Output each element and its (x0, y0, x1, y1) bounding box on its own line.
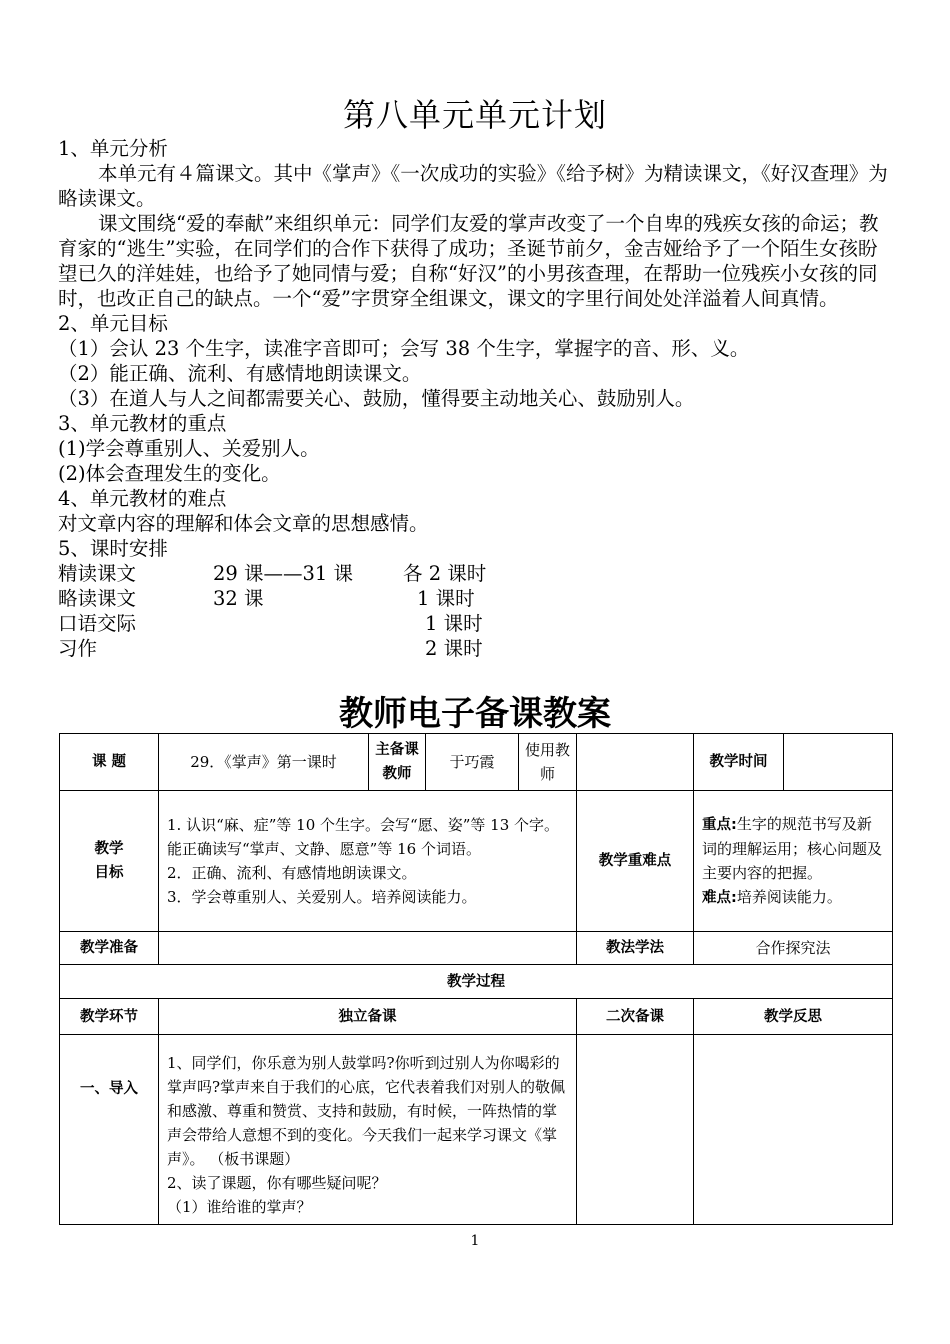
difficult-text: 培养阅读能力。 (736, 888, 842, 906)
teaching-time-label: 教学时间 (694, 734, 784, 791)
difficult-label: 难点: (702, 890, 737, 906)
lesson-plan-table (59, 733, 893, 1225)
schedule-hours: 1 课时 (417, 587, 475, 610)
keypoints-label: 教学重难点 (577, 791, 694, 932)
section-heading: 1、单元分析 (58, 137, 168, 160)
key-point (702, 812, 884, 885)
schedule-hours: 2 课时 (425, 637, 483, 660)
list-item: (2)体会查理发生的变化。 (58, 462, 281, 485)
user-teacher-label: 使用教师 (519, 734, 577, 791)
step1-second (577, 1035, 694, 1225)
paragraph: 本单元有４篇课文。其中《掌声》《一次成功的实验》《给予树》为精读课文，《好汉查理》为略读课文。 (58, 162, 888, 210)
table-row (60, 965, 893, 999)
schedule-row (58, 636, 894, 661)
schedule-type: 口语交际 (58, 612, 137, 635)
difficult-point (702, 885, 884, 910)
keypoints-cell (694, 791, 893, 932)
goal-item: 2．正确、流利、有感情地朗读课文。 (167, 864, 417, 882)
schedule-hours: 各 2 课时 (403, 562, 487, 585)
process-label: 教学过程 (60, 965, 893, 999)
preparation-value (159, 932, 577, 965)
list-item: 对文章内容的理解和体会文章的思想感情。 (58, 512, 429, 535)
schedule-lessons: 32 课 (213, 587, 264, 610)
step-header: 教学环节 (60, 999, 159, 1035)
section-heading: 2、单元目标 (58, 312, 168, 335)
step1-reflection (694, 1035, 893, 1225)
step1-line: 1、同学们，你乐意为别人鼓掌吗?你听到过别人为你喝彩的掌声吗?掌声来自于我们的心底，它代表着我们对别人的敬佩和感激、尊重和赞赏、支持和鼓励，有时候，一阵热情的掌声会带给人意想不到的变化。今天我们一起来学习课文《掌声》。 （板书课题） (167, 1054, 566, 1168)
table-row (60, 932, 893, 965)
teaching-time-value (784, 734, 893, 791)
table-row (60, 791, 893, 932)
schedule-row (58, 611, 894, 636)
key-text: 生字的规范书写及新词的理解运用；核心问题及主要内容的把握。 (702, 815, 883, 882)
list-item: （1）会认 23 个生字，读准字音即可；会写 38 个生字，掌握字的音、形、义。 (58, 337, 750, 360)
schedule-type: 略读课文 (58, 587, 137, 610)
reflection-header: 教学反思 (694, 999, 893, 1035)
goals-label: 教学目标 (60, 791, 159, 932)
topic-label: 课 题 (60, 734, 159, 791)
main-teacher-value: 于巧霞 (426, 734, 519, 791)
table-row (60, 734, 893, 791)
section-heading: 3、单元教材的重点 (58, 412, 227, 435)
schedule-row (58, 561, 894, 586)
schedule-lessons (213, 636, 403, 661)
schedule-lessons: 29 课——31 课 (213, 562, 354, 585)
lesson-plan-heading: 教师电子备课教案 (339, 694, 611, 734)
key-label: 重点: (702, 817, 737, 833)
paragraph: 课文围绕“爱的奉献”来组织单元：同学们友爱的掌声改变了一个自卑的残疾女孩的命运；教育家的“逃生”实验，在同学们的合作下获得了成功；圣诞节前夕，金吉娅给予了一个陌生女孩盼望已久的洋娃娃，也给予了她同情与爱；自称“好汉”的小男孩查理，在帮助一位残疾小女孩的同时，也改正自己的缺点。一个“爱”字贯穿全组课文，课文的字里行间处处洋溢着人间真情。 (58, 212, 879, 310)
schedule-lessons (213, 611, 403, 636)
schedule-hours: 1 课时 (425, 612, 483, 635)
second-header: 二次备课 (577, 999, 694, 1035)
schedule-row (58, 586, 894, 611)
section-heading: 5、课时安排 (58, 537, 168, 560)
unit-plan-body (58, 136, 894, 661)
topic-value: 29．《掌声》第一课时 (159, 734, 369, 791)
step1-line: （1）谁给谁的掌声？ (167, 1198, 312, 1216)
list-item: （2）能正确、流利、有感情地朗读课文。 (58, 362, 422, 385)
table-row (60, 999, 893, 1035)
main-teacher-label: 主备课教师 (369, 734, 426, 791)
schedule-type: 习作 (58, 637, 98, 660)
unit-plan-title: 第八单元单元计划 (342, 96, 607, 134)
user-teacher-value (577, 734, 694, 791)
step1-line: 2、读了课题，你有哪些疑问呢？ (167, 1174, 387, 1192)
independent-header: 独立备课 (159, 999, 577, 1035)
goal-item: 3．学会尊重别人、关爱别人。培养阅读能力。 (167, 888, 477, 906)
step1-content (159, 1035, 577, 1225)
schedule-type: 精读课文 (58, 562, 137, 585)
section-heading: 4、单元教材的难点 (58, 487, 227, 510)
goals-cell (159, 791, 577, 932)
list-item: （3）在道人与人之间都需要关心、鼓励，懂得要主动地关心、鼓励别人。 (58, 387, 695, 410)
step1-label: 一、导入 (60, 1035, 159, 1225)
preparation-label: 教学准备 (60, 932, 159, 965)
page-number: 1 (470, 1233, 480, 1249)
goal-item: 1. 认识“麻、症”等 10 个生字。会写“愿、姿”等 13 个字。能正确读写“掌声、文静、愿意”等 16 个词语。 (167, 816, 560, 858)
method-label: 教法学法 (577, 932, 694, 965)
method-value: 合作探究法 (694, 932, 893, 965)
table-row (60, 1035, 893, 1225)
list-item: (1)学会尊重别人、关爱别人。 (58, 437, 320, 460)
